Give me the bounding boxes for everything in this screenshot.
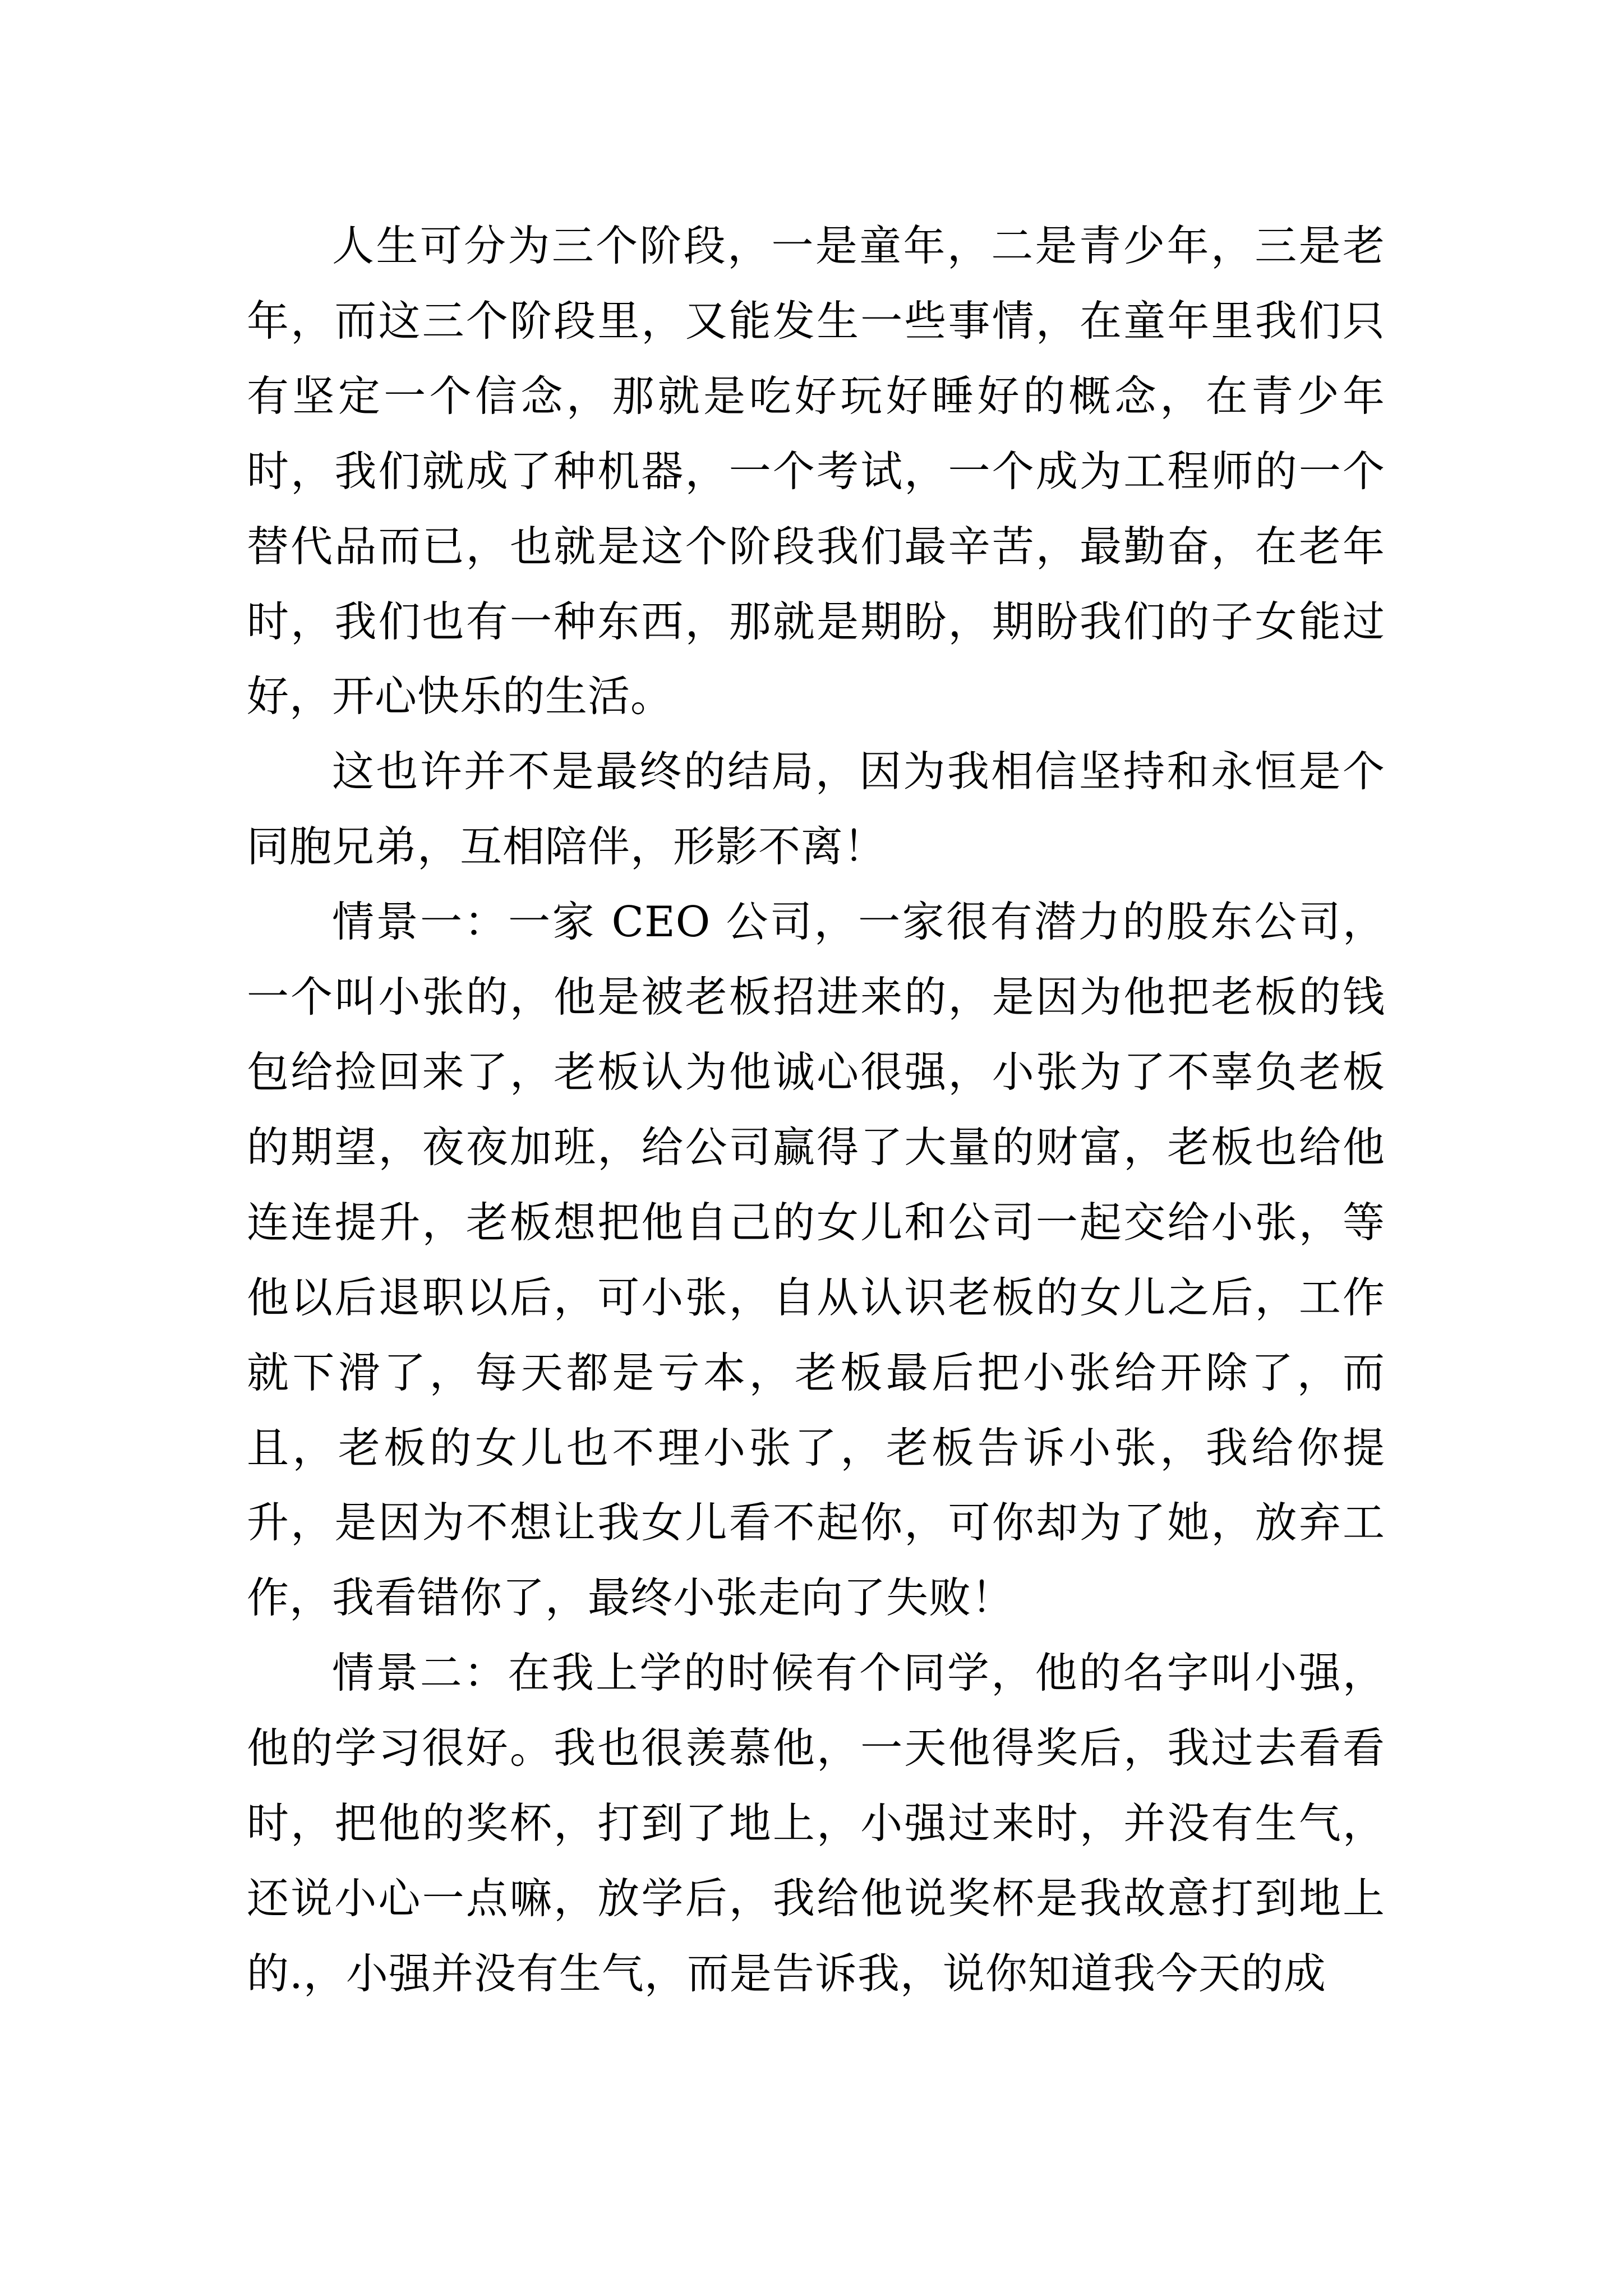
paragraph-persistence: 这也许并不是最终的结局，因为我相信坚持和永恒是个同胞兄弟，互相陪伴，形影不离！ (247, 747, 1385, 872)
document-body (247, 209, 1385, 2012)
paragraph-scenario-one: 情景一：一家 CEO 公司，一家很有潜力的股东公司，一个叫小张的，他是被老板招进来的，是因为他把老板的钱包给捡回来了，老板认为他诚心很强，小张为了不辜负老板的期望，夜夜加班，给公司赢得了大量的财富，老板也给他连连提升，老板想把他自己的女儿和公司一起交给小张，等他以后退职以后，可小张，自从认识老板的女儿之后，工作就下滑了，每天都是亏本，老板最后把小张给开除了，而且，老板的女儿也不理小张了，老板告诉小张，我给你提升，是因为不想让我女儿看不起你，可你却为了她，放弃工作，我看错你了，最终小张走向了失败！ (247, 897, 1385, 1623)
paragraph-life-stages: 人生可分为三个阶段，一是童年，二是青少年，三是老年，而这三个阶段里，又能发生一些事情，在童年里我们只有坚定一个信念，那就是吃好玩好睡好的概念，在青少年时，我们就成了种机器，一个考试，一个成为工程师的一个替代品而已，也就是这个阶段我们最辛苦，最勤奋，在老年时，我们也有一种东西，那就是期盼，期盼我们的子女能过好，开心快乐的生活。 (247, 221, 1385, 721)
paragraph-scenario-two: 情景二：在我上学的时候有个同学，他的名字叫小强，他的学习很好。我也很羡慕他，一天他得奖后，我过去看看时，把他的奖杯，打到了地上，小强过来时，并没有生气，还说小心一点嘛，放学后，我给他说奖杯是我故意打到地上的.，小强并没有生气，而是告诉我，说你知道我今天的成 (247, 1648, 1385, 1998)
